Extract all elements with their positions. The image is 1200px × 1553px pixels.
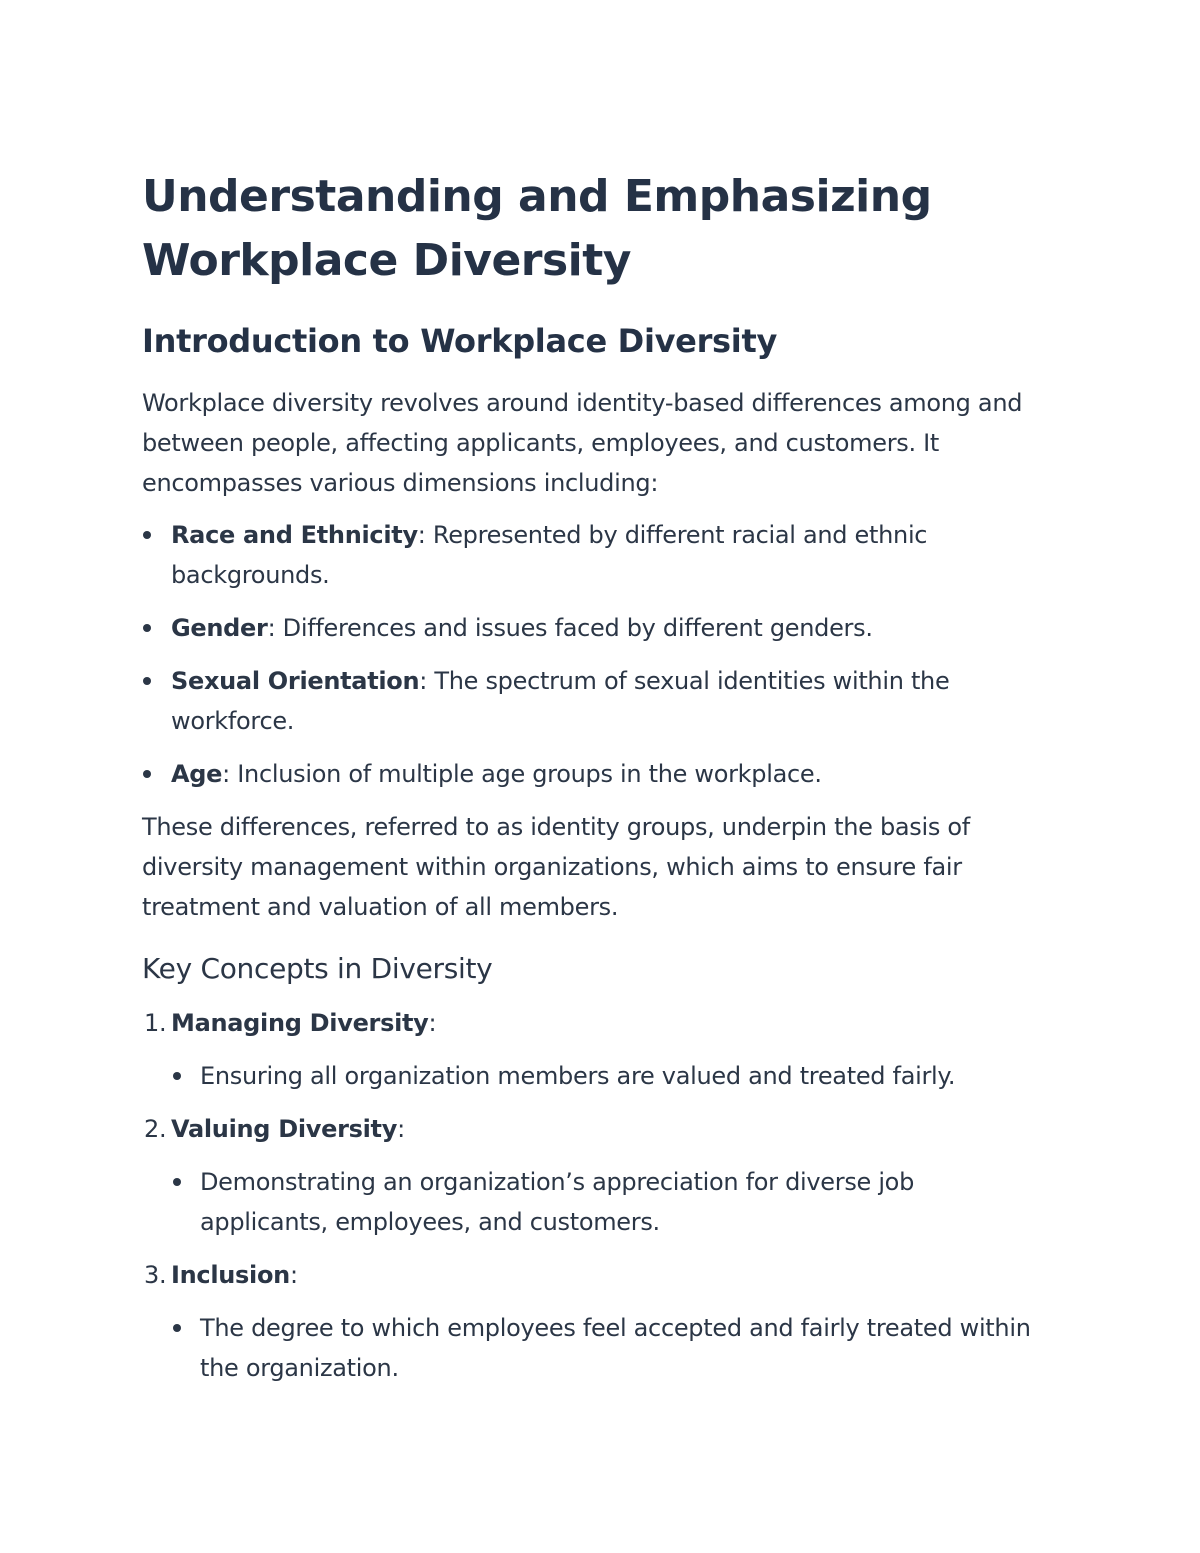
section-heading: Introduction to Workplace Diversity [142,322,778,360]
concept-term: Inclusion [171,1261,290,1289]
closing-paragraph: These differences, referred to as identity groups, underpin the basis of diversity management within organizations, which aims to ensure fair treatment and valuation of all members. [142,813,970,921]
document-title: Understanding and Emphasizing Workplace Diversity [142,171,932,286]
concept-detail: Demonstrating an organization’s appreciation for diverse job applicants, employees, and customers. [200,1168,915,1236]
dimension-term: Gender [171,614,268,642]
list-item [142,608,1042,648]
concept-number: 2. [144,1115,167,1143]
concept-detail: Ensuring all organization members are valued and treated fairly. [200,1062,956,1090]
dimension-description: : Inclusion of multiple age groups in the workplace. [222,760,822,788]
concept-detail: The degree to which employees feel accepted and fairly treated within the organization. [200,1314,1031,1382]
list-item [171,1162,1042,1242]
bullet-icon [143,531,151,539]
concept-term: Managing Diversity [171,1009,429,1037]
concept-term: Valuing Diversity [171,1115,398,1143]
concept-suffix: : [289,1261,298,1289]
dimension-description: : Differences and issues faced by different genders. [267,614,873,642]
concept-item [142,1255,1042,1388]
bullet-icon [143,677,151,685]
concept-suffix: : [428,1009,437,1037]
concept-detail-list [171,1308,1042,1388]
bullet-icon [143,624,151,632]
concepts-list [142,1003,1042,1388]
intro-paragraph: Workplace diversity revolves around identity-based differences among and between people, affecting applicants, employees, and customers. It encompasses various dimensions including: [142,389,1023,497]
list-item [142,515,1042,595]
bullet-icon [173,1072,181,1080]
list-item [171,1308,1042,1388]
bullet-icon [173,1324,181,1332]
document-page [142,165,1042,1401]
subsection-heading: Key Concepts in Diversity [142,952,493,985]
concept-item [142,1003,1042,1096]
dimensions-list [142,515,1042,794]
concept-number: 1. [144,1009,167,1037]
dimension-description: : The spectrum of sexual identities within the workforce. [171,667,950,735]
dimension-term: Age [171,760,223,788]
list-item [142,661,1042,741]
concept-detail-list [171,1056,1042,1096]
list-item [142,754,1042,794]
concept-number: 3. [144,1261,167,1289]
bullet-icon [173,1178,181,1186]
concept-item [142,1109,1042,1242]
list-item [171,1056,1042,1096]
dimension-description: : Represented by different racial and ethnic backgrounds. [171,521,928,589]
bullet-icon [143,770,151,778]
dimension-term: Sexual Orientation [171,667,420,695]
concept-detail-list [171,1162,1042,1242]
concept-suffix: : [397,1115,405,1143]
dimension-term: Race and Ethnicity [171,521,418,549]
